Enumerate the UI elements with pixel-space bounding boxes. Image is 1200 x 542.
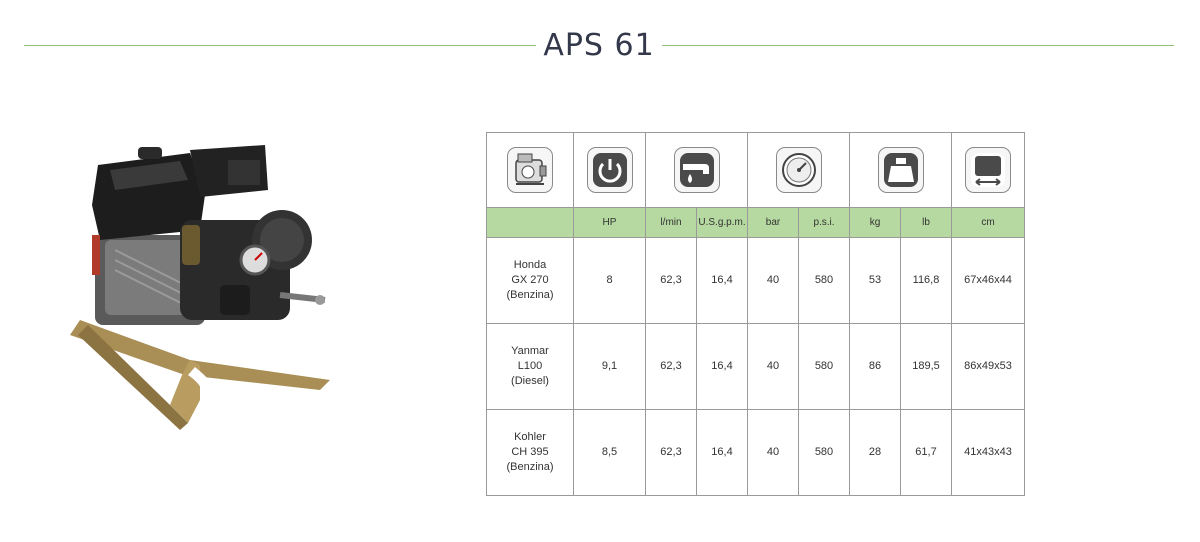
engine-brand: Honda (513, 259, 547, 271)
engine-cell (487, 410, 574, 496)
unit-header: lb (901, 208, 952, 238)
usgpm-cell: 16,4 (697, 410, 748, 496)
pressure-gauge-icon (776, 147, 822, 193)
page-title: APS 61 (543, 28, 655, 63)
lmin-cell: 62,3 (646, 324, 697, 410)
icon-cell (574, 133, 646, 208)
engine-brand: Yanmar (511, 345, 549, 357)
weight-icon (878, 147, 924, 193)
kg-cell: 28 (850, 410, 901, 496)
kg-cell: 53 (850, 238, 901, 324)
spec-table (486, 132, 1025, 496)
dimensions-icon (965, 147, 1011, 193)
engine-cell (487, 238, 574, 324)
bar-cell: 40 (748, 324, 799, 410)
cm-cell: 41x43x43 (952, 410, 1025, 496)
icon-cell (952, 133, 1025, 208)
usgpm-cell: 16,4 (697, 238, 748, 324)
lmin-cell: 62,3 (646, 238, 697, 324)
icon-row (487, 133, 1025, 208)
psi-cell: 580 (799, 410, 850, 496)
kg-cell: 86 (850, 324, 901, 410)
title-rule-right (662, 45, 1174, 46)
usgpm-cell: 16,4 (697, 324, 748, 410)
cm-cell: 67x46x44 (952, 238, 1025, 324)
psi-cell: 580 (799, 324, 850, 410)
icon-cell (850, 133, 952, 208)
lb-cell: 116,8 (901, 238, 952, 324)
bar-cell: 40 (748, 410, 799, 496)
product-image (70, 135, 340, 430)
hp-cell: 8,5 (574, 410, 646, 496)
flow-tap-icon (674, 147, 720, 193)
lb-cell: 61,7 (901, 410, 952, 496)
title-rule-left (24, 45, 536, 46)
unit-header: bar (748, 208, 799, 238)
lb-cell: 189,5 (901, 324, 952, 410)
icon-cell (748, 133, 850, 208)
hp-cell: 8 (574, 238, 646, 324)
table-row (487, 238, 1025, 324)
engine-brand: Kohler (514, 431, 546, 443)
engine-icon (507, 147, 553, 193)
icon-cell (646, 133, 748, 208)
engine-fuel: (Benzina) (506, 461, 554, 473)
lmin-cell: 62,3 (646, 410, 697, 496)
unit-header: l/min (646, 208, 697, 238)
engine-model: GX 270 (511, 274, 549, 286)
unit-cell-empty (487, 208, 574, 238)
unit-header: kg (850, 208, 901, 238)
engine-model: CH 395 (511, 446, 549, 458)
psi-cell: 580 (799, 238, 850, 324)
unit-row (487, 208, 1025, 238)
icon-cell (487, 133, 574, 208)
engine-cell (487, 324, 574, 410)
unit-header: HP (574, 208, 646, 238)
table-row (487, 410, 1025, 496)
hp-cell: 9,1 (574, 324, 646, 410)
table-row (487, 324, 1025, 410)
engine-fuel: (Diesel) (511, 375, 549, 387)
unit-header: U.S.g.p.m. (697, 208, 748, 238)
cm-cell: 86x49x53 (952, 324, 1025, 410)
engine-fuel: (Benzina) (506, 289, 554, 301)
unit-header: cm (952, 208, 1025, 238)
unit-header: p.s.i. (799, 208, 850, 238)
bar-cell: 40 (748, 238, 799, 324)
power-icon (587, 147, 633, 193)
engine-model: L100 (517, 360, 543, 372)
